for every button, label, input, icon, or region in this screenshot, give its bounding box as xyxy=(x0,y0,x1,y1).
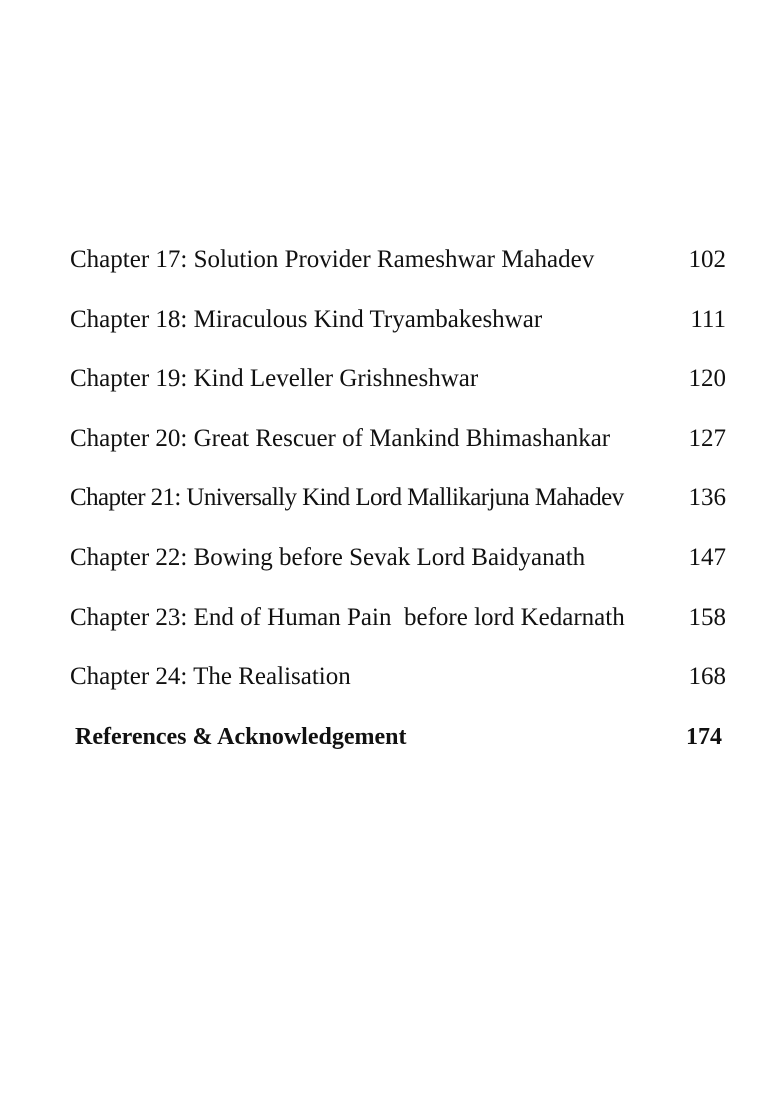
toc-entry-title: Chapter 24: The Realisation xyxy=(70,663,351,691)
toc-entry-page-number: 168 xyxy=(688,663,726,691)
toc-entry-title: Chapter 19: Kind Leveller Grishneshwar xyxy=(70,365,479,393)
toc-entry-page-number: 136 xyxy=(688,484,726,512)
toc-entry-title: Chapter 20: Great Rescuer of Mankind Bhimashankar xyxy=(70,424,611,452)
toc-entry-page-number: 127 xyxy=(688,424,726,452)
toc-entry-page-number: 147 xyxy=(688,543,726,571)
toc-entry-chapter-22 xyxy=(70,536,726,596)
toc-entry-page-number: 120 xyxy=(688,365,726,393)
toc-entry-references xyxy=(70,715,726,782)
toc-entry-page-number: 111 xyxy=(690,305,726,333)
toc-entry-chapter-19 xyxy=(70,357,726,417)
toc-entry-chapter-21 xyxy=(70,476,726,536)
table-of-contents xyxy=(70,238,726,781)
toc-entry-title: References & Acknowledgement xyxy=(75,723,407,750)
toc-entry-chapter-17 xyxy=(70,238,726,298)
toc-entry-title: Chapter 18: Miraculous Kind Tryambakeshwar xyxy=(70,305,543,333)
toc-entry-chapter-20 xyxy=(70,417,726,477)
toc-entry-chapter-18 xyxy=(70,298,726,358)
toc-entry-chapter-23 xyxy=(70,596,726,656)
toc-entry-title: Chapter 17: Solution Provider Rameshwar Mahadev xyxy=(70,246,595,273)
toc-entry-chapter-24 xyxy=(70,655,726,715)
toc-entry-page-number: 174 xyxy=(686,723,722,750)
toc-entry-page-number: 102 xyxy=(688,246,726,273)
toc-entry-title: Chapter 22: Bowing before Sevak Lord Baidyanath xyxy=(70,543,586,571)
toc-entry-page-number: 158 xyxy=(688,603,726,631)
toc-entry-title: Chapter 21: Universally Kind Lord Mallikarjuna Mahadev xyxy=(70,484,624,512)
toc-entry-title: Chapter 23: End of Human Pain before lord Kedarnath xyxy=(70,603,625,631)
